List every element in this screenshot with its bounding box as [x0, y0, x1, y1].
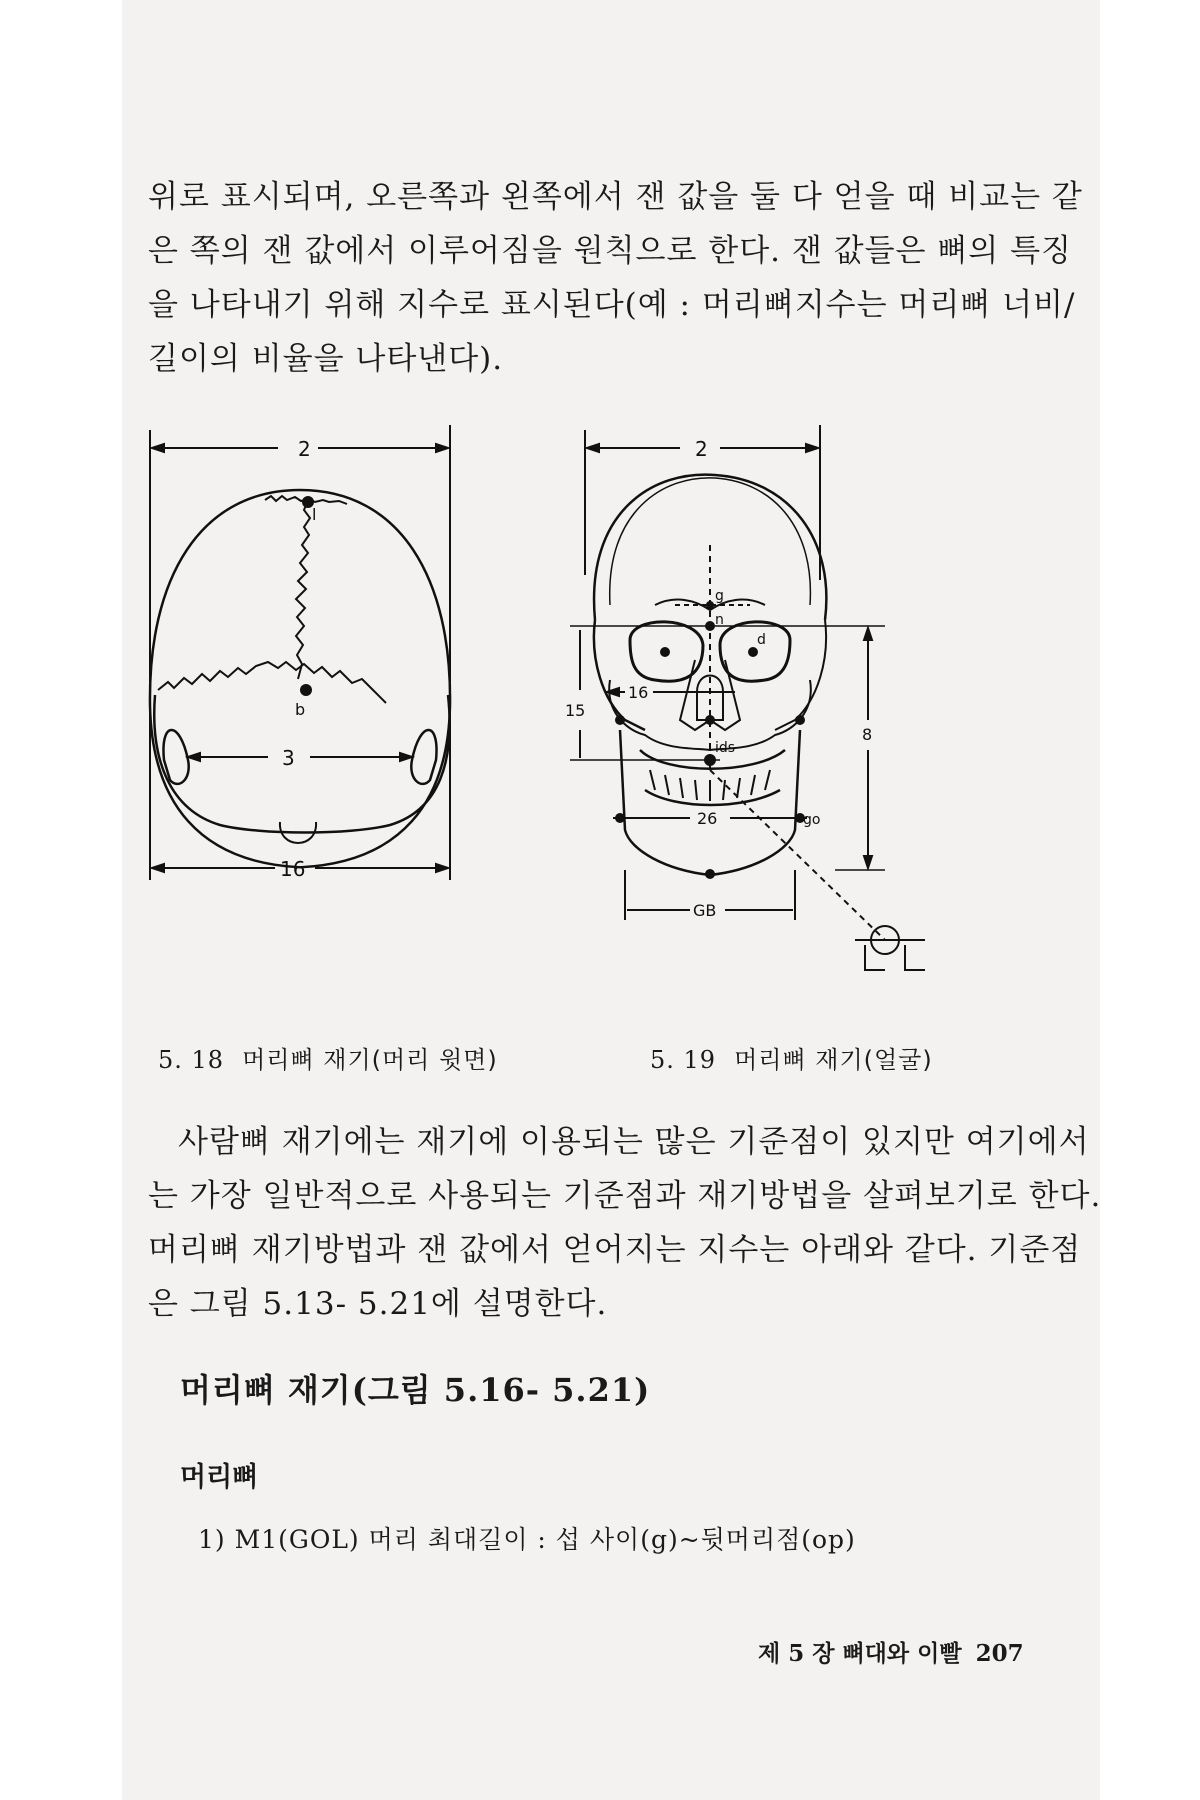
point-label: d: [757, 632, 766, 648]
chapter-title: 제 5 장 뼈대와 이빨: [758, 1640, 962, 1667]
point-label: go: [803, 812, 821, 828]
point-label: ids: [715, 740, 736, 756]
point-label: g: [715, 588, 724, 604]
text-line: 위로 표시되며, 오른쪽과 왼쪽에서 잰 값을 둘 다 얻을 때 비교는 같: [148, 179, 1083, 215]
dim-label: 8: [862, 725, 873, 744]
skull-top-view-figure: [150, 430, 540, 1000]
text-line: 는 가장 일반적으로 사용되는 기준점과 재기방법을 살펴보기로 한다.: [148, 1178, 1102, 1214]
point-label: b: [295, 700, 306, 719]
section-title: 머리뼈 재기(그림 5.16- 5.21): [180, 1371, 651, 1409]
dim-label: 15: [565, 701, 586, 720]
dim-label: 2: [298, 437, 311, 461]
caption-text: 머리뼈 재기(얼굴): [734, 1046, 933, 1074]
dim-label: 16: [628, 683, 649, 702]
text-line: 을 나타내기 위해 지수로 표시된다(예 : 머리뼈지수는 머리뼈 너비/: [148, 287, 1076, 323]
point-b-marker: [300, 684, 312, 696]
list-item: 1) M1(GOL) 머리 최대길이 : 섭 사이(g)~뒷머리점(op): [198, 1525, 856, 1554]
page-number: 207: [975, 1640, 1024, 1667]
text-line: 사람뼈 재기에는 재기에 이용되는 많은 기준점이 있지만 여기에서: [178, 1124, 1090, 1160]
caption-number: 5. 19: [650, 1046, 717, 1074]
caption-number: 5. 18: [158, 1046, 225, 1074]
figure-caption-5-19: [650, 1040, 933, 1075]
paragraph-intro: [148, 170, 1083, 386]
caption-text: 머리뼈 재기(머리 윗면): [242, 1046, 498, 1074]
dim-label: 3: [282, 746, 295, 770]
dim-label: 2: [695, 437, 708, 461]
point-label: l: [312, 505, 317, 524]
page-footer: [758, 1635, 1024, 1668]
dim-label: 26: [697, 809, 718, 828]
point-label: n: [715, 612, 724, 628]
dim-label: GB: [693, 901, 717, 920]
skull-front-view-figure: [565, 430, 1075, 1030]
text-line: 은 쪽의 잰 값에서 이루어짐을 원칙으로 한다. 잰 값들은 뼈의 특징: [148, 233, 1072, 269]
figure-caption-5-18: [158, 1040, 498, 1075]
paragraph-measurement: [148, 1115, 1102, 1331]
subheading: 머리뼈: [180, 1462, 259, 1493]
text-line: 길이의 비율을 나타낸다).: [148, 341, 504, 377]
text-line: 은 그림 5.13- 5.21에 설명한다.: [148, 1286, 608, 1322]
text-line: 머리뼈 재기방법과 잰 값에서 얻어지는 지수는 아래와 같다. 기준점: [148, 1232, 1082, 1268]
dim-label: 16: [280, 857, 306, 881]
